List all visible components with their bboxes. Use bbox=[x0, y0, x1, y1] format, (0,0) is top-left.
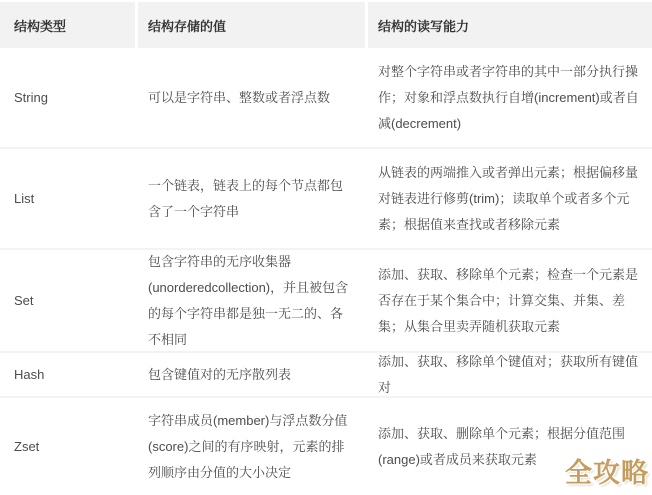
table-row-list bbox=[0, 147, 652, 248]
watermark: 全攻略 bbox=[565, 458, 649, 488]
table-header-row bbox=[0, 0, 652, 48]
cell-capabilities: 添加、获取、移除单个键值对；获取所有键值对 bbox=[378, 353, 639, 395]
cell-type: Zset bbox=[14, 438, 40, 454]
cell-capabilities: 对整个字符串或者字符串的其中一部分执行操作；对象和浮点数执行自增(increment)或者自减(decrement) bbox=[378, 63, 639, 131]
column-header-type bbox=[0, 2, 135, 48]
column-header-capabilities bbox=[368, 2, 652, 48]
table-row-zset bbox=[0, 396, 652, 495]
cell-stored-value: 包含键值对的无序散列表 bbox=[148, 366, 292, 382]
cell-stored-value: 一个链表，链表上的每个节点都包含了一个字符串 bbox=[148, 177, 344, 219]
cell-type: Set bbox=[14, 292, 34, 308]
column-header-label: 结构的读写能力 bbox=[378, 18, 470, 34]
cell-stored-value: 可以是字符串、整数或者浮点数 bbox=[148, 89, 331, 105]
column-header-label: 结构类型 bbox=[14, 18, 67, 34]
table-row-hash bbox=[0, 351, 652, 396]
cell-type: Hash bbox=[14, 366, 45, 382]
cell-type: List bbox=[14, 190, 35, 206]
cell-stored-value: 包含字符串的无序收集器(unorderedcollection)，并且被包含的每个字符串都是独一无二的、各不相同 bbox=[148, 253, 349, 347]
cell-capabilities: 添加、获取、移除单个元素；检查一个元素是否存在于某个集合中；计算交集、并集、差集；从集合里卖弄随机获取元素 bbox=[378, 266, 639, 334]
table-row-set bbox=[0, 248, 652, 351]
cell-stored-value: 字符串成员(member)与浮点数分值(score)之间的有序映射，元素的排列顺序由分值的大小决定 bbox=[148, 412, 348, 480]
cell-capabilities: 从链表的两端推入或者弹出元素；根据偏移量对链表进行修剪(trim)；读取单个或者多个元素；根据值来查找或者移除元素 bbox=[378, 164, 639, 232]
column-header-stored-value bbox=[138, 2, 365, 48]
table-row-string bbox=[0, 48, 652, 147]
column-header-label: 结构存储的值 bbox=[148, 18, 227, 34]
cell-type: String bbox=[14, 89, 48, 105]
cell-capabilities: 添加、获取、删除单个元素；根据分值范围(range)或者成员来获取元素 bbox=[378, 425, 626, 467]
